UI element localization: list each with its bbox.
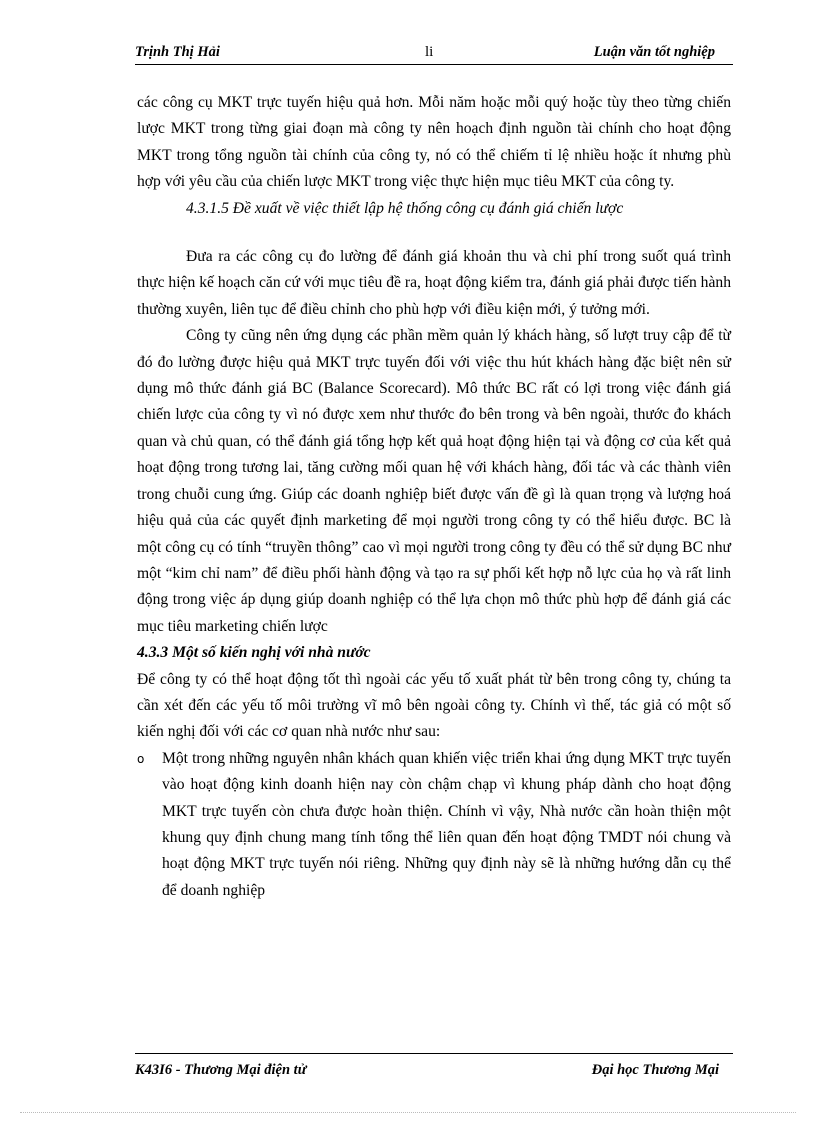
header-page-number: li xyxy=(425,44,434,60)
page-footer xyxy=(135,1053,733,1078)
footer-university: Đại học Thương Mại xyxy=(591,1062,719,1078)
subheading-4-3-1-5: 4.3.1.5 Đề xuất về việc thiết lập hệ thống công cụ đánh giá chiến lược xyxy=(186,199,624,217)
paragraph-2: Đưa ra các công cụ đo lường để đánh giá khoản thu và chi phí trong suốt quá trình thực hiện kế hoạch căn cứ với mục tiêu đề ra, hoạt động kiểm tra, đánh giá phải được tiến hành thường xuyên, liên tục để điều chỉnh cho phù hợp với điều kiện mới, ý tưởng mới. xyxy=(137,248,731,318)
footer-class-info: K43I6 - Thương Mại điện tử xyxy=(135,1062,307,1078)
paragraph-4: Để công ty có thể hoạt động tốt thì ngoài các yếu tố xuất phát từ bên trong công ty, chúng ta cần xét đến các yếu tố môi trường vĩ mô bên ngoài công ty. Chính vì thế, tác giả có một số kiến nghị đối với các cơ quan nhà nước như sau: xyxy=(137,670,731,741)
paragraph-3: Công ty cũng nên ứng dụng các phần mềm quản lý khách hàng, số lượt truy cập để từ đó đo lường được hiệu quả MKT trực tuyến đối với việc thu hút khách hàng đặc biệt nên sử dụng mô thức đánh giá BC (Balance Scorecard). Mô thức BC rất có lợi trong việc đánh giá chiến lược của công ty vì nó được xem như thước đo bên trong và bên ngoài, thước đo khách quan và chủ quan, có thể đánh giá tổng hợp kết quả hoạt động hiện tại và động cơ của kết quả hoạt động trong tương lai, tăng cường mối quan hệ với khách hàng, đối tác và các thành viên trong chuỗi cung ứng. Giúp các doanh nghiệp biết được vấn đề gì là quan trọng và lượng hoá hiệu quả của các quyết định marketing để mọi người trong công ty có thể hiểu được. BC là một công cụ có tính “truyền thông” cao vì mọi người trong công ty đều có thể sử dụng BC như một “kim chỉ nam” để điều phối hành động và tạo ra sự phối kết hợp nỗ lực của họ và rất linh động trong việc áp dụng giúp doanh nghiệp có thể lựa chọn mô thức phù hợp để đánh giá các mục tiêu marketing chiến lược xyxy=(137,327,731,635)
page-content xyxy=(137,90,731,904)
spacer xyxy=(137,222,731,244)
header-author: Trịnh Thị Hải xyxy=(135,44,220,60)
page-bottom-divider xyxy=(20,1112,796,1113)
paragraph-1: các công cụ MKT trực tuyến hiệu quả hơn. Mỗi năm hoặc mỗi quý hoặc tùy theo từng chiến lược MKT trong từng giai đoạn mà công ty nên hoạch định nguồn tài chính cho hoạt động MKT trong tổng nguồn tài chính của công ty, nó có thể chiếm tỉ lệ nhiều hoặc ít nhưng phù hợp với yêu cầu của chiến lược MKT trong việc thực hiện mục tiêu MKT của công ty. xyxy=(137,94,731,191)
page-header xyxy=(135,44,733,65)
header-doc-type: Luận văn tốt nghiệp xyxy=(593,44,715,60)
bullet-text: Một trong những nguyên nhân khách quan khiến việc triển khai ứng dụng MKT trực tuyến vào hoạt động kinh doanh hiện nay còn chậm chạp vì khung pháp dành cho hoạt động MKT trực tuyến còn chưa được hoàn thiện. Chính vì vậy, Nhà nước cần hoàn thiện một khung quy định chung mang tính tổng thể liên quan đến hoạt động TMDT nói chung và hoạt động MKT trực tuyến nói riêng. Những quy định này sẽ là những hướng dẫn cụ thể để doanh nghiệp xyxy=(162,749,731,899)
bullet-item xyxy=(137,746,731,904)
heading-4-3-3: 4.3.3 Một số kiến nghị với nhà nước xyxy=(137,644,371,662)
bullet-marker: o xyxy=(137,751,145,766)
